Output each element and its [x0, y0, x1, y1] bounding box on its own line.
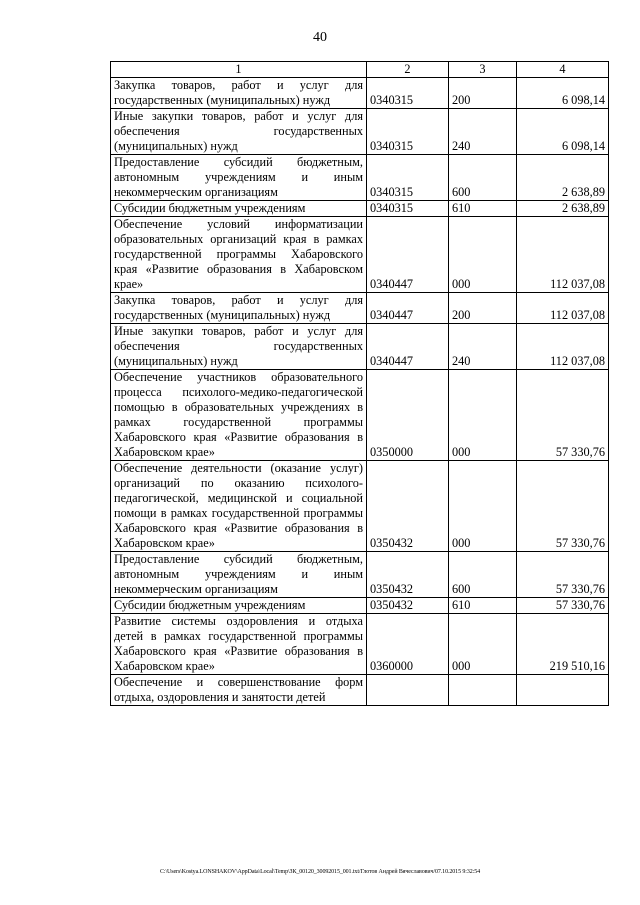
row-amount: 219 510,16 — [517, 614, 609, 675]
row-code: 0340315 — [367, 109, 449, 155]
row-code: 0350432 — [367, 552, 449, 598]
row-name: Закупка товаров, работ и услуг для государственных (муниципальных) нужд — [111, 78, 367, 109]
row-amount: 112 037,08 — [517, 217, 609, 293]
row-type: 000 — [449, 461, 517, 552]
row-name: Субсидии бюджетным учреждениям — [111, 598, 367, 614]
row-type: 600 — [449, 155, 517, 201]
row-code: 0340315 — [367, 155, 449, 201]
row-amount: 57 330,76 — [517, 552, 609, 598]
row-amount: 57 330,76 — [517, 598, 609, 614]
table-row — [111, 598, 609, 614]
row-amount: 57 330,76 — [517, 370, 609, 461]
row-code: 0350432 — [367, 461, 449, 552]
row-code: 0340315 — [367, 78, 449, 109]
row-code — [367, 675, 449, 706]
row-amount: 6 098,14 — [517, 109, 609, 155]
table-row — [111, 614, 609, 675]
row-name: Предоставление субсидий бюджетным, автономным учреждениям и иным некоммерческим организациям — [111, 552, 367, 598]
row-code: 0350432 — [367, 598, 449, 614]
row-type: 000 — [449, 614, 517, 675]
table-row — [111, 201, 609, 217]
table-header-row — [111, 62, 609, 78]
table-row — [111, 155, 609, 201]
table-row — [111, 324, 609, 370]
table-row — [111, 675, 609, 706]
row-name: Обеспечение участников образовательного процесса психолого-медико-педагогической помощью в образовательных учреждениях в рамках государственной программы Хабаровского края «Развитие образования в Хабаровском крае» — [111, 370, 367, 461]
row-name: Субсидии бюджетным учреждениям — [111, 201, 367, 217]
row-amount: 2 638,89 — [517, 201, 609, 217]
table-row — [111, 293, 609, 324]
row-name: Иные закупки товаров, работ и услуг для обеспечения государственных (муниципальных) нужд — [111, 324, 367, 370]
row-type: 200 — [449, 78, 517, 109]
row-amount: 112 037,08 — [517, 293, 609, 324]
table-row — [111, 370, 609, 461]
row-amount: 2 638,89 — [517, 155, 609, 201]
budget-table — [110, 61, 609, 706]
table-row — [111, 217, 609, 293]
row-code: 0340447 — [367, 324, 449, 370]
row-type: 200 — [449, 293, 517, 324]
table-row — [111, 461, 609, 552]
row-amount: 112 037,08 — [517, 324, 609, 370]
table-row — [111, 109, 609, 155]
row-amount: 6 098,14 — [517, 78, 609, 109]
row-name: Обеспечение деятельности (оказание услуг) организаций по оказанию психолого-педагогической, медицинской и социальной помощи в рамках государственной программы Хабаровского края «Развитие образования в Хабаровском крае» — [111, 461, 367, 552]
table-row — [111, 78, 609, 109]
row-code: 0340315 — [367, 201, 449, 217]
row-amount — [517, 675, 609, 706]
row-name: Предоставление субсидий бюджетным, автономным учреждениям и иным некоммерческим организациям — [111, 155, 367, 201]
row-type: 240 — [449, 324, 517, 370]
row-type: 240 — [449, 109, 517, 155]
header-col-4: 4 — [517, 62, 609, 78]
header-col-3: 3 — [449, 62, 517, 78]
row-code: 0340447 — [367, 217, 449, 293]
row-amount: 57 330,76 — [517, 461, 609, 552]
row-code: 0340447 — [367, 293, 449, 324]
page-number: 40 — [313, 30, 327, 45]
row-code: 0360000 — [367, 614, 449, 675]
row-name: Иные закупки товаров, работ и услуг для обеспечения государственных (муниципальных) нужд — [111, 109, 367, 155]
row-name: Обеспечение и совершенствование форм отдыха, оздоровления и занятости детей — [111, 675, 367, 706]
row-type: 000 — [449, 217, 517, 293]
file-path-footer: C:\Users\Kostya.LONSHAKOV\AppData\Local\Temp\ЗК_00120_30092015_001.txt/Глотов Андрей Вячеславович/07.10.2015 9:32:54 — [159, 869, 480, 875]
row-type — [449, 675, 517, 706]
row-name: Развитие системы оздоровления и отдыха детей в рамках государственной программы Хабаровского края «Развитие образования в Хабаровском крае» — [111, 614, 367, 675]
row-type: 610 — [449, 598, 517, 614]
row-code: 0350000 — [367, 370, 449, 461]
table-row — [111, 552, 609, 598]
row-name: Закупка товаров, работ и услуг для государственных (муниципальных) нужд — [111, 293, 367, 324]
header-col-1: 1 — [111, 62, 367, 78]
row-name: Обеспечение условий информатизации образовательных организаций края в рамках государственной программы Хабаровского края «Развитие образования в Хабаровском крае» — [111, 217, 367, 293]
row-type: 600 — [449, 552, 517, 598]
row-type: 610 — [449, 201, 517, 217]
header-col-2: 2 — [367, 62, 449, 78]
row-type: 000 — [449, 370, 517, 461]
